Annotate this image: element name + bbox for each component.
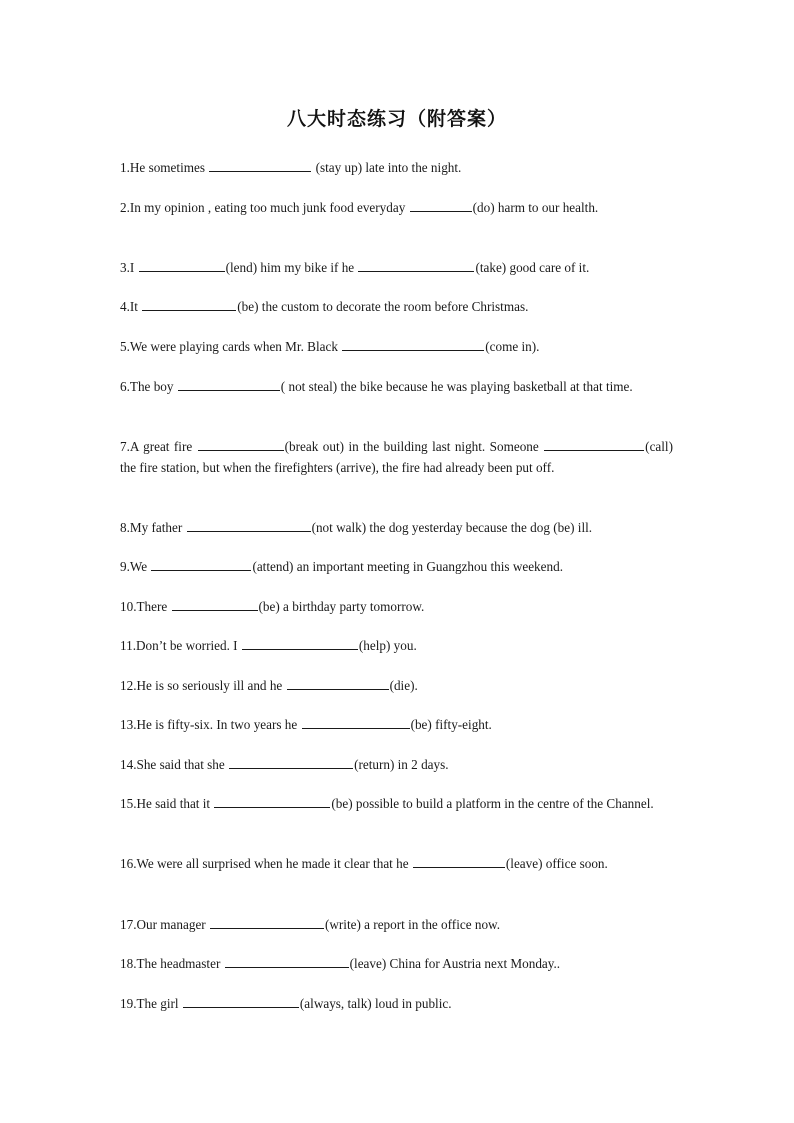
question-text-before: The headmaster	[136, 956, 224, 971]
question-text-after: (leave) China for Austria next Monday..	[349, 956, 561, 971]
question-number: 13.	[120, 717, 137, 732]
question-17	[120, 914, 673, 936]
answer-blank[interactable]	[342, 336, 484, 351]
question-text-mid: (lend) him my bike if he	[225, 260, 358, 275]
answer-blank[interactable]	[214, 793, 330, 808]
question-text-before: We	[129, 559, 151, 574]
question-text-before: The girl	[136, 996, 182, 1011]
answer-blank[interactable]	[198, 436, 284, 451]
question-13	[120, 714, 673, 736]
question-text-after: (attend) an important meeting in Guangzhou this weekend.	[252, 559, 563, 574]
question-text-before: In my opinion , eating too much junk food everyday	[129, 200, 409, 215]
question-text-before: I	[129, 260, 138, 275]
question-text-after: (return) in 2 days.	[354, 757, 449, 772]
question-number: 1.	[120, 160, 130, 175]
question-text-before: My father	[129, 520, 186, 535]
question-5	[120, 336, 673, 358]
question-text-after: (call) the fire station, but when the firefighters (arrive), the fire had already been put off.	[120, 439, 673, 475]
answer-blank[interactable]	[225, 953, 349, 968]
question-3	[120, 257, 673, 279]
question-text-before: There	[136, 599, 171, 614]
answer-blank[interactable]	[287, 675, 389, 690]
answer-blank[interactable]	[151, 556, 251, 571]
answer-blank[interactable]	[358, 257, 474, 272]
question-text-after: (leave) office soon.	[505, 856, 608, 871]
question-12	[120, 675, 673, 697]
question-text-after: (be) fifty-eight.	[410, 717, 492, 732]
question-text-before: He is fifty-six. In two years he	[136, 717, 301, 732]
question-number: 2.	[120, 200, 130, 215]
question-text-after: (do) harm to our health.	[472, 200, 599, 215]
question-text-after: (not walk) the dog yesterday because the dog (be) ill.	[311, 520, 593, 535]
question-text-before: We were all surprised when he made it clear that he	[136, 856, 412, 871]
answer-blank[interactable]	[187, 517, 311, 532]
question-number: 15.	[120, 796, 137, 811]
question-number: 17.	[120, 917, 137, 932]
question-text-after: (stay up) late into the night.	[312, 160, 462, 175]
question-1	[120, 157, 673, 179]
question-19	[120, 993, 673, 1015]
question-6	[120, 376, 673, 398]
question-number: 4.	[120, 299, 130, 314]
answer-blank[interactable]	[302, 714, 410, 729]
question-text-after: (be) possible to build a platform in the centre of the Channel.	[331, 796, 654, 811]
answer-blank[interactable]	[410, 197, 472, 212]
question-number: 16.	[120, 856, 137, 871]
question-text-after: (come in).	[485, 339, 540, 354]
page-title: 八大时态练习（附答案）	[286, 109, 507, 130]
question-2	[120, 197, 673, 219]
question-number: 12.	[120, 678, 137, 693]
question-number: 9.	[120, 559, 130, 574]
question-text-before: It	[129, 299, 142, 314]
question-text-before: Our manager	[136, 917, 209, 932]
answer-blank[interactable]	[242, 635, 358, 650]
question-11	[120, 635, 673, 657]
question-text-before: Don’t be worried. I	[136, 638, 241, 653]
question-number: 10.	[120, 599, 137, 614]
question-text-after: (write) a report in the office now.	[324, 917, 501, 932]
question-8	[120, 517, 673, 539]
question-9	[120, 556, 673, 578]
answer-blank[interactable]	[229, 754, 353, 769]
question-number: 19.	[120, 996, 137, 1011]
question-text-before: The boy	[129, 379, 177, 394]
answer-blank[interactable]	[183, 993, 299, 1008]
question-number: 14.	[120, 757, 137, 772]
question-number: 5.	[120, 339, 130, 354]
question-number: 7.	[120, 439, 130, 454]
question-4	[120, 296, 673, 318]
question-10	[120, 596, 673, 618]
question-text-after: (help) you.	[358, 638, 417, 653]
question-15	[120, 793, 673, 815]
question-16	[120, 853, 673, 875]
answer-blank[interactable]	[210, 914, 324, 929]
answer-blank[interactable]	[142, 296, 236, 311]
question-text-after: (die).	[389, 678, 418, 693]
question-number: 6.	[120, 379, 130, 394]
question-text-after: (be) a birthday party tomorrow.	[258, 599, 425, 614]
question-text-before: He is so seriously ill and he	[136, 678, 286, 693]
question-text-after: (always, talk) loud in public.	[299, 996, 452, 1011]
answer-blank[interactable]	[172, 596, 258, 611]
answer-blank[interactable]	[139, 257, 225, 272]
question-text-before: He sometimes	[129, 160, 209, 175]
question-number: 3.	[120, 260, 130, 275]
question-7	[120, 436, 673, 478]
question-14	[120, 754, 673, 776]
question-text-mid: (break out) in the building last night. Someone	[284, 439, 544, 454]
question-text-before: She said that she	[136, 757, 229, 772]
question-text-after: ( not steal) the bike because he was playing basketball at that time.	[280, 379, 633, 394]
question-number: 18.	[120, 956, 137, 971]
question-18	[120, 953, 673, 975]
answer-blank[interactable]	[178, 376, 280, 391]
answer-blank[interactable]	[413, 853, 505, 868]
question-text-after: (be) the custom to decorate the room before Christmas.	[237, 299, 529, 314]
question-text-before: A great fire	[129, 439, 197, 454]
question-number: 11.	[120, 638, 136, 653]
answer-blank[interactable]	[544, 436, 644, 451]
question-text-before: We were playing cards when Mr. Black	[129, 339, 342, 354]
question-number: 8.	[120, 520, 130, 535]
answer-blank[interactable]	[209, 157, 311, 172]
question-text-before: He said that it	[136, 796, 214, 811]
question-text-after: (take) good care of it.	[475, 260, 590, 275]
